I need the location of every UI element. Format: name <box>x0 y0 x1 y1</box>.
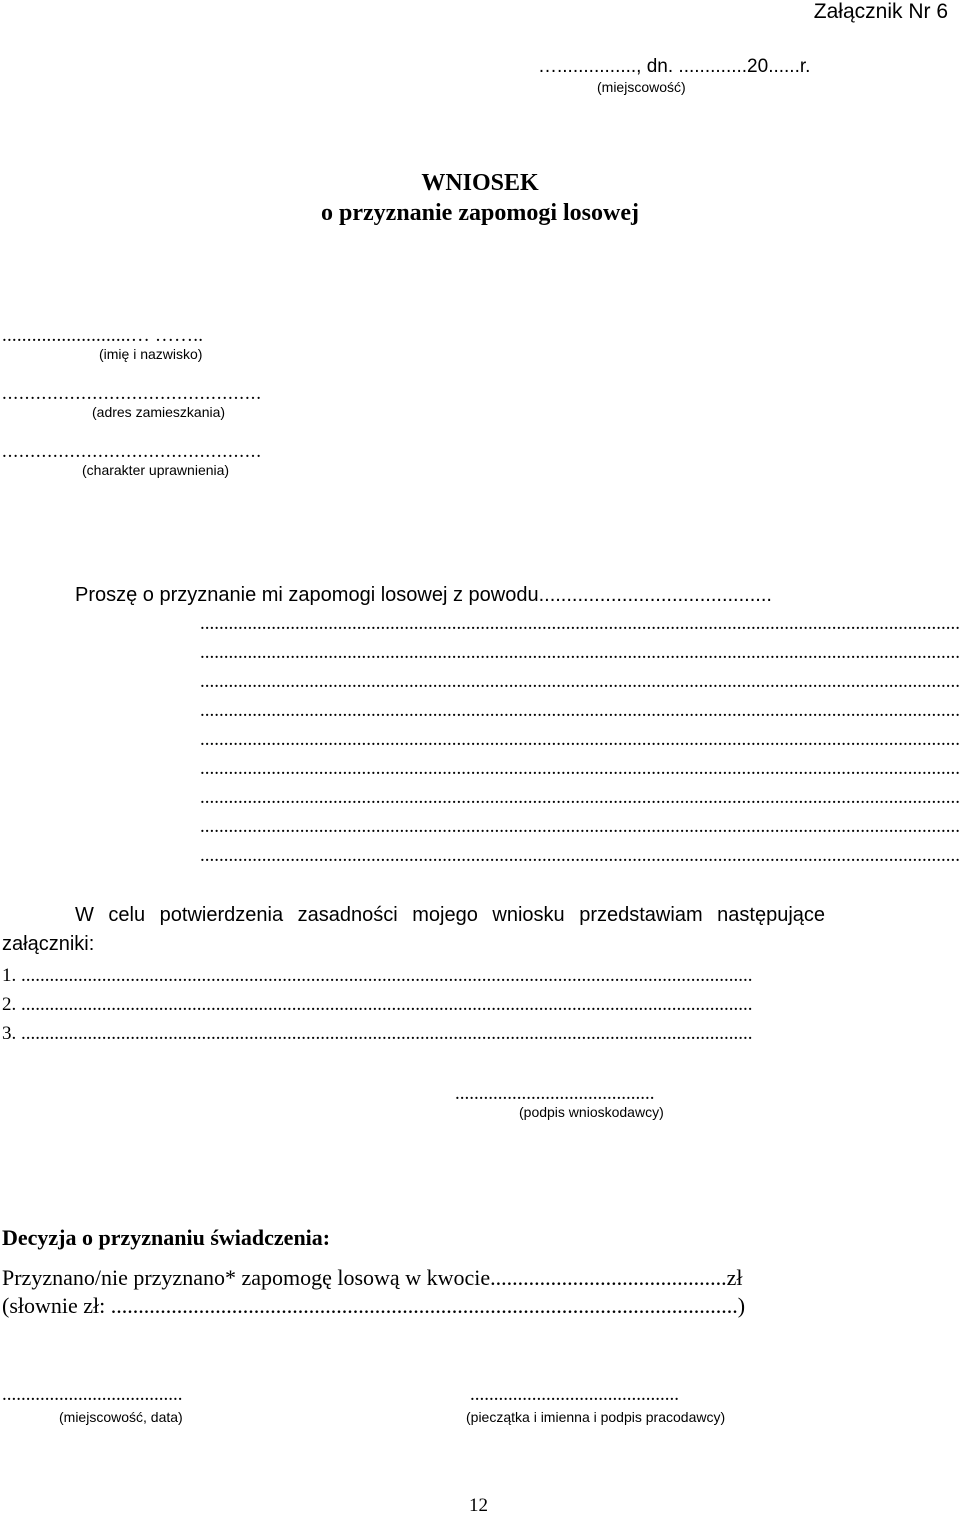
employer-signature-caption: (pieczątka i imienna i podpis pracodawcy) <box>466 1409 726 1425</box>
place-caption: (miejscowość) <box>597 79 686 95</box>
reason-line[interactable]: ................................................................................................................................................................ <box>200 701 960 721</box>
address-field[interactable]: .............................................. <box>2 383 262 404</box>
reason-line[interactable]: ................................................................................................................................................................ <box>200 643 960 663</box>
footer-place-date-caption: (miejscowość, data) <box>59 1409 183 1425</box>
reason-line[interactable]: ................................................................................................................................................................ <box>200 846 960 866</box>
applicant-signature-field[interactable]: .......................................... <box>455 1083 655 1104</box>
address-caption: (adres zamieszkania) <box>92 404 226 420</box>
attachment-item[interactable]: 2. .......................................................................................................................................................... <box>2 994 753 1015</box>
attachments-intro: W celu potwierdzenia zasadności mojego wniosku przedstawiam następujące <box>75 904 826 926</box>
annex-label: Załącznik Nr 6 <box>813 0 948 23</box>
reason-line[interactable]: ................................................................................................................................................................ <box>200 788 960 808</box>
request-intro <box>75 584 772 607</box>
reason-line[interactable]: ................................................................................................................................................................ <box>200 614 960 634</box>
name-caption: (imię i nazwisko) <box>99 346 203 362</box>
place-date-field[interactable]: …..............., dn. .............20......r. <box>538 56 811 77</box>
decision-amount-words-line[interactable]: (słownie zł: ..................................................................................................................) <box>2 1293 746 1318</box>
form-title: WNIOSEK <box>421 170 539 196</box>
form-subtitle: o przyznanie zapomogi losowej <box>321 200 639 226</box>
footer-place-date-field[interactable]: ...................................... <box>2 1384 183 1405</box>
decision-amount-line[interactable]: Przyznano/nie przyznano* zapomogę losową w kwocie...........................................zł <box>2 1265 743 1290</box>
attachments-intro-cont: załączniki: <box>2 933 95 955</box>
name-field[interactable]: ..........................… …….. <box>2 325 204 346</box>
employer-signature-field[interactable]: ............................................ <box>470 1384 679 1405</box>
reason-line[interactable]: ................................................................................................................................................................ <box>200 759 960 779</box>
attachment-item[interactable]: 1. .......................................................................................................................................................... <box>2 965 753 986</box>
reason-line[interactable]: ................................................................................................................................................................ <box>200 730 960 750</box>
request-intro-text: Proszę o przyznanie mi zapomogi losowej z powodu <box>75 584 539 606</box>
entitlement-caption: (charakter uprawnienia) <box>82 462 230 478</box>
entitlement-field[interactable]: .............................................. <box>2 441 262 462</box>
decision-heading: Decyzja o przyznaniu świadczenia: <box>2 1225 331 1250</box>
request-intro-dots[interactable]: .......................................... <box>538 584 772 606</box>
reason-line[interactable]: ................................................................................................................................................................ <box>200 672 960 692</box>
applicant-signature-caption: (podpis wnioskodawcy) <box>519 1104 664 1120</box>
attachment-item[interactable]: 3. .......................................................................................................................................................... <box>2 1023 753 1044</box>
page-number: 12 <box>469 1495 488 1516</box>
reason-line[interactable]: ................................................................................................................................................................ <box>200 817 960 837</box>
